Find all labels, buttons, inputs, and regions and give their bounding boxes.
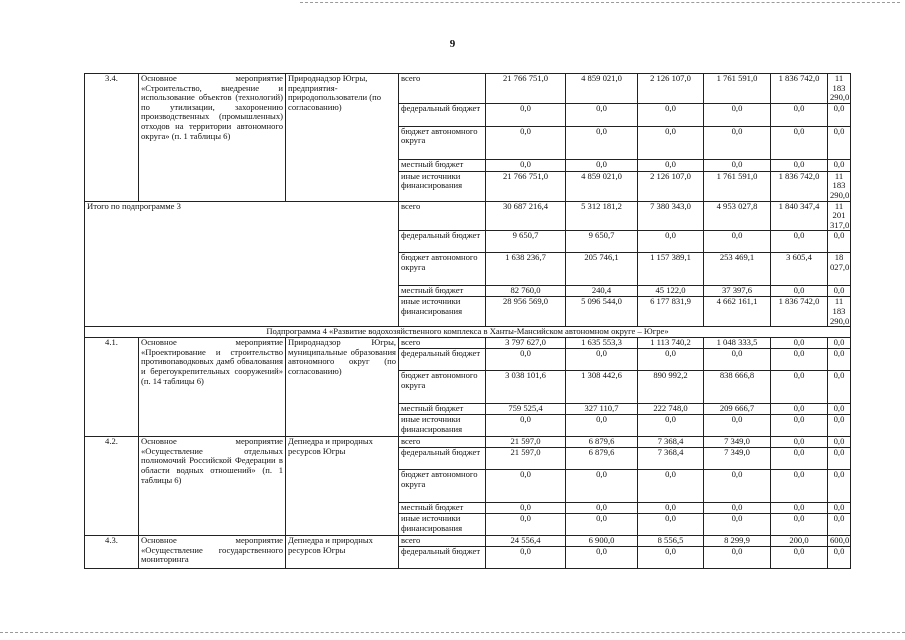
activity-cell: Основное мероприятие «Осуществление отдельных полномочий Российской Федерации в области водных отношений» (п. 1 таблицы 6) <box>139 437 286 536</box>
value-cell: 0,0 <box>771 103 828 126</box>
value-cell: 11 183 290,0 <box>828 297 851 327</box>
value-cell: 240,4 <box>566 286 638 297</box>
row-code: 3.4. <box>85 74 139 202</box>
value-cell: 0,0 <box>638 103 704 126</box>
page-number: 9 <box>449 38 456 50</box>
value-cell: 0,0 <box>771 503 828 514</box>
value-cell: 1 308 442,6 <box>566 371 638 404</box>
value-cell: 37 397,6 <box>704 286 771 297</box>
value-cell: 0,0 <box>704 547 771 569</box>
source-cell: иные источники финансирования <box>399 171 486 201</box>
value-cell: 0,0 <box>638 231 704 253</box>
source-cell: всего <box>399 437 486 448</box>
value-cell: 6 879,6 <box>566 448 638 470</box>
value-cell: 0,0 <box>486 415 566 437</box>
value-cell: 253 469,1 <box>704 253 771 286</box>
value-cell: 0,0 <box>828 404 851 415</box>
value-cell: 0,0 <box>828 470 851 503</box>
value-cell: 7 368,4 <box>638 448 704 470</box>
value-cell: 0,0 <box>704 503 771 514</box>
value-cell: 0,0 <box>771 437 828 448</box>
value-cell: 0,0 <box>638 514 704 536</box>
value-cell: 28 956 569,0 <box>486 297 566 327</box>
value-cell: 4 953 027,8 <box>704 201 771 231</box>
value-cell: 0,0 <box>828 448 851 470</box>
value-cell: 0,0 <box>638 126 704 159</box>
value-cell: 7 380 343,0 <box>638 201 704 231</box>
value-cell: 0,0 <box>771 349 828 371</box>
value-cell: 0,0 <box>828 349 851 371</box>
value-cell: 600,0 <box>828 536 851 547</box>
value-cell: 1 840 347,4 <box>771 201 828 231</box>
value-cell: 0,0 <box>486 159 566 171</box>
scan-bottom-edge <box>0 632 905 634</box>
value-cell: 0,0 <box>771 514 828 536</box>
value-cell: 0,0 <box>704 415 771 437</box>
value-cell: 0,0 <box>486 126 566 159</box>
value-cell: 0,0 <box>828 415 851 437</box>
value-cell: 0,0 <box>771 547 828 569</box>
value-cell: 0,0 <box>704 103 771 126</box>
subtotal-label: Итого по подпрограмме 3 <box>85 201 399 327</box>
value-cell: 3 797 627,0 <box>486 338 566 349</box>
source-cell: всего <box>399 201 486 231</box>
value-cell: 4 859 021,0 <box>566 74 638 104</box>
source-cell: федеральный бюджет <box>399 448 486 470</box>
value-cell: 21 597,0 <box>486 448 566 470</box>
value-cell: 8 556,5 <box>638 536 704 547</box>
value-cell: 30 687 216,4 <box>486 201 566 231</box>
value-cell: 890 992,2 <box>638 371 704 404</box>
executor-cell: Природнадзор Югры, предприятия-природопользователи (по согласованию) <box>286 74 399 202</box>
activity-cell: Основное мероприятие «Осуществление государственного мониторинга <box>139 536 286 569</box>
value-cell: 1 113 740,2 <box>638 338 704 349</box>
source-cell: местный бюджет <box>399 503 486 514</box>
value-cell: 0,0 <box>486 547 566 569</box>
value-cell: 0,0 <box>486 514 566 536</box>
source-cell: всего <box>399 338 486 349</box>
value-cell: 0,0 <box>566 514 638 536</box>
executor-cell: Депнедра и природных ресурсов Югры <box>286 437 399 536</box>
value-cell: 11 201 317,0 <box>828 201 851 231</box>
value-cell: 11 183 290,0 <box>828 74 851 104</box>
value-cell: 0,0 <box>771 404 828 415</box>
value-cell: 0,0 <box>486 470 566 503</box>
value-cell: 759 525,4 <box>486 404 566 415</box>
value-cell: 0,0 <box>566 547 638 569</box>
value-cell: 0,0 <box>771 415 828 437</box>
value-cell: 222 748,0 <box>638 404 704 415</box>
value-cell: 0,0 <box>566 415 638 437</box>
value-cell: 0,0 <box>771 338 828 349</box>
value-cell: 0,0 <box>638 415 704 437</box>
value-cell: 0,0 <box>771 231 828 253</box>
value-cell: 1 638 236,7 <box>486 253 566 286</box>
value-cell: 0,0 <box>771 470 828 503</box>
value-cell: 1 836 742,0 <box>771 171 828 201</box>
source-cell: федеральный бюджет <box>399 547 486 569</box>
table-row <box>85 338 851 349</box>
value-cell: 1 048 333,5 <box>704 338 771 349</box>
value-cell: 0,0 <box>828 159 851 171</box>
value-cell: 21 597,0 <box>486 437 566 448</box>
value-cell: 838 666,8 <box>704 371 771 404</box>
source-cell: федеральный бюджет <box>399 103 486 126</box>
scan-top-edge <box>300 2 900 4</box>
value-cell: 0,0 <box>486 103 566 126</box>
value-cell: 0,0 <box>704 349 771 371</box>
value-cell: 6 900,0 <box>566 536 638 547</box>
value-cell: 2 126 107,0 <box>638 171 704 201</box>
value-cell: 82 760,0 <box>486 286 566 297</box>
value-cell: 0,0 <box>486 349 566 371</box>
source-cell: всего <box>399 74 486 104</box>
value-cell: 205 746,1 <box>566 253 638 286</box>
value-cell: 9 650,7 <box>486 231 566 253</box>
value-cell: 0,0 <box>638 470 704 503</box>
value-cell: 200,0 <box>771 536 828 547</box>
value-cell: 0,0 <box>771 286 828 297</box>
value-cell: 1 635 553,3 <box>566 338 638 349</box>
value-cell: 3 038 101,6 <box>486 371 566 404</box>
value-cell: 3 605,4 <box>771 253 828 286</box>
table-row <box>85 536 851 547</box>
table-row <box>85 201 851 231</box>
value-cell: 0,0 <box>771 126 828 159</box>
value-cell: 0,0 <box>828 547 851 569</box>
value-cell: 209 666,7 <box>704 404 771 415</box>
value-cell: 0,0 <box>566 159 638 171</box>
value-cell: 0,0 <box>828 286 851 297</box>
value-cell: 0,0 <box>828 338 851 349</box>
value-cell: 4 859 021,0 <box>566 171 638 201</box>
value-cell: 1 836 742,0 <box>771 297 828 327</box>
row-code: 4.3. <box>85 536 139 569</box>
value-cell: 0,0 <box>704 159 771 171</box>
source-cell: иные источники финансирования <box>399 297 486 327</box>
value-cell: 2 126 107,0 <box>638 74 704 104</box>
value-cell: 0,0 <box>771 448 828 470</box>
value-cell: 0,0 <box>704 231 771 253</box>
value-cell: 0,0 <box>638 349 704 371</box>
value-cell: 4 662 161,1 <box>704 297 771 327</box>
subprogram-title: Подпрограмма 4 «Развитие водохозяйственного комплекса в Ханты-Мансийском автономном округе – Югре» <box>85 327 851 338</box>
source-cell: бюджет автономного округа <box>399 470 486 503</box>
activity-cell: Основное мероприятие «Проектирование и строительство противопаводковых дамб обвалования и берегоукрепительных сооружений» (п. 14 таблицы 6) <box>139 338 286 437</box>
value-cell: 6 177 831,9 <box>638 297 704 327</box>
value-cell: 0,0 <box>566 103 638 126</box>
value-cell: 8 299,9 <box>704 536 771 547</box>
value-cell: 1 836 742,0 <box>771 74 828 104</box>
source-cell: иные источники финансирования <box>399 415 486 437</box>
value-cell: 21 766 751,0 <box>486 74 566 104</box>
value-cell: 0,0 <box>828 126 851 159</box>
value-cell: 5 312 181,2 <box>566 201 638 231</box>
executor-cell: Природнадзор Югры, муниципальные образования автономного округ (по согласованию) <box>286 338 399 437</box>
value-cell: 6 879,6 <box>566 437 638 448</box>
activity-cell: Основное мероприятие «Строительство, внедрение и использование объектов (технологий) по утилизации, захоронению производственных (промышленных) отходов на территории автономного округа» (п. 1 таблицы 6) <box>139 74 286 202</box>
source-cell: всего <box>399 536 486 547</box>
value-cell: 0,0 <box>771 159 828 171</box>
value-cell: 9 650,7 <box>566 231 638 253</box>
value-cell: 45 122,0 <box>638 286 704 297</box>
row-code: 4.1. <box>85 338 139 437</box>
value-cell: 0,0 <box>486 503 566 514</box>
value-cell: 7 349,0 <box>704 448 771 470</box>
value-cell: 0,0 <box>828 371 851 404</box>
value-cell: 0,0 <box>704 470 771 503</box>
value-cell: 5 096 544,0 <box>566 297 638 327</box>
source-cell: местный бюджет <box>399 159 486 171</box>
value-cell: 0,0 <box>828 103 851 126</box>
source-cell: бюджет автономного округа <box>399 371 486 404</box>
value-cell: 0,0 <box>828 503 851 514</box>
value-cell: 0,0 <box>566 470 638 503</box>
value-cell: 0,0 <box>828 437 851 448</box>
source-cell: иные источники финансирования <box>399 514 486 536</box>
source-cell: местный бюджет <box>399 404 486 415</box>
value-cell: 1 761 591,0 <box>704 171 771 201</box>
value-cell: 0,0 <box>771 371 828 404</box>
value-cell: 11 183 290,0 <box>828 171 851 201</box>
row-code: 4.2. <box>85 437 139 536</box>
value-cell: 0,0 <box>566 503 638 514</box>
value-cell: 0,0 <box>704 514 771 536</box>
source-cell: бюджет автономного округа <box>399 126 486 159</box>
table-row <box>85 437 851 448</box>
value-cell: 18 027,0 <box>828 253 851 286</box>
value-cell: 21 766 751,0 <box>486 171 566 201</box>
value-cell: 0,0 <box>828 514 851 536</box>
value-cell: 0,0 <box>638 547 704 569</box>
value-cell: 7 349,0 <box>704 437 771 448</box>
value-cell: 7 368,4 <box>638 437 704 448</box>
source-cell: бюджет автономного округа <box>399 253 486 286</box>
budget-table <box>84 73 851 569</box>
value-cell: 1 157 389,1 <box>638 253 704 286</box>
source-cell: федеральный бюджет <box>399 231 486 253</box>
executor-cell: Депнедра и природных ресурсов Югры <box>286 536 399 569</box>
table-row <box>85 327 851 338</box>
value-cell: 1 761 591,0 <box>704 74 771 104</box>
value-cell: 0,0 <box>566 126 638 159</box>
value-cell: 327 110,7 <box>566 404 638 415</box>
value-cell: 0,0 <box>704 126 771 159</box>
value-cell: 0,0 <box>638 503 704 514</box>
value-cell: 0,0 <box>638 159 704 171</box>
source-cell: федеральный бюджет <box>399 349 486 371</box>
table-row <box>85 74 851 104</box>
value-cell: 0,0 <box>828 231 851 253</box>
value-cell: 24 556,4 <box>486 536 566 547</box>
value-cell: 0,0 <box>566 349 638 371</box>
source-cell: местный бюджет <box>399 286 486 297</box>
